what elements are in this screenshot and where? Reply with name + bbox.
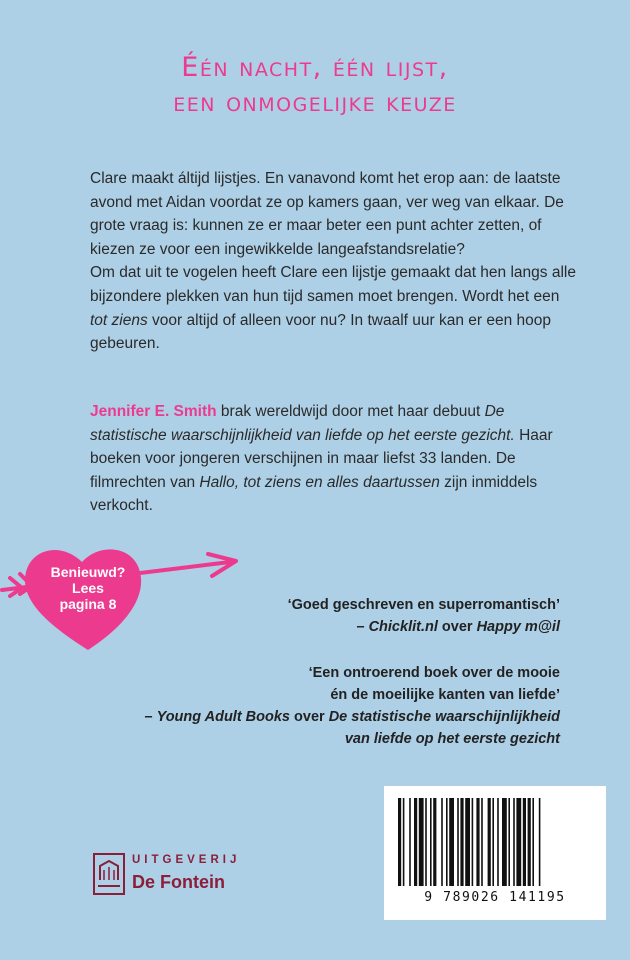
barcode-bar xyxy=(497,798,499,886)
blurb-paragraph-2 xyxy=(90,261,580,355)
blurb-text: voor altijd of alleen voor nu? In twaalf uur kan er een hoop gebeuren. xyxy=(90,311,551,353)
barcode-bar xyxy=(430,798,432,886)
blurb-text: Om dat uit te vogelen heeft Clare een lijstje gemaakt dat hen langs alle bijzondere plekken van hun tijd samen moet brengen. Wordt het een xyxy=(90,264,576,305)
review-quote-1 xyxy=(100,594,560,638)
barcode-bar xyxy=(523,798,526,886)
quote-book: De statistische waarschijnlijkheid xyxy=(328,709,560,725)
quote-source: Chicklit.nl xyxy=(368,619,438,635)
bio-text: Haar boeken voor jongeren verschijnen in maar liefst 33 landen. De filmrechten van xyxy=(90,426,553,491)
heart-text-line: Benieuwd? xyxy=(50,564,126,580)
tagline-line-2: een onmogelijke keuze xyxy=(173,87,457,118)
bio-text: zijn inmiddels verkocht. xyxy=(90,473,538,515)
barcode-bar xyxy=(465,798,470,886)
quote-book: Happy m@il xyxy=(476,619,560,635)
heart-text-line: pagina 8 xyxy=(59,596,117,612)
barcode-bar xyxy=(460,798,463,886)
barcode-bar xyxy=(409,798,411,886)
bio-text: brak wereldwijd door met haar debuut xyxy=(216,403,485,420)
quote-source: Young Adult Books xyxy=(156,709,291,725)
barcode-bar xyxy=(472,798,474,886)
barcode-bar xyxy=(488,798,491,886)
publisher-name: De Fontein xyxy=(132,872,225,892)
heart-badge xyxy=(0,528,260,658)
barcode-bar xyxy=(508,798,510,886)
barcode-bar xyxy=(502,798,507,886)
barcode-bar xyxy=(414,798,417,886)
author-name: Jennifer E. Smith xyxy=(90,403,217,420)
blurb-paragraph-1 xyxy=(90,167,580,261)
quote-attribution xyxy=(100,616,560,638)
barcode-bar xyxy=(425,798,427,886)
barcode-bar xyxy=(441,798,443,886)
barcode-bar xyxy=(476,798,479,886)
tagline xyxy=(150,50,480,120)
barcode-bar xyxy=(457,798,459,886)
heart-text-line: Lees xyxy=(72,580,104,596)
blurb xyxy=(90,167,580,356)
quote-dash: – xyxy=(356,619,369,635)
barcode-bar xyxy=(516,798,521,886)
barcode-bar xyxy=(446,798,448,886)
barcode-bar xyxy=(532,798,534,886)
barcode-bar xyxy=(449,798,454,886)
bio-paragraph xyxy=(90,400,580,518)
barcode-bar xyxy=(481,798,483,886)
blurb-text: ltijd lijstjes. En vanavond komt het erop aan: de laatste avond met Aidan voordat ze op kamers gaan, ver weg van elkaar. De grote vraag is: kunnen ze er maar beter een punt achter zetten, of kiezen ze voor een ingewikkelde langeafstandsrelatie? xyxy=(90,170,564,258)
author-bio xyxy=(90,400,580,518)
barcode-bar xyxy=(539,798,541,886)
quote-dash: – xyxy=(144,709,157,725)
blurb-text: Clare maakt xyxy=(90,170,178,187)
blurb-emphasis: tot ziens xyxy=(90,311,148,329)
book-title: De statistische waarschijnlijkheid van liefde op het eerste gezicht. xyxy=(90,403,515,444)
blurb-emphasis: á xyxy=(177,170,187,187)
quote-attribution xyxy=(60,706,560,728)
tagline-line-1: Één nacht, één lijst, xyxy=(181,52,449,83)
quote-book: van liefde op het eerste gezicht xyxy=(344,731,560,747)
barcode-bar xyxy=(398,798,401,886)
barcode-bar xyxy=(492,798,494,886)
barcode-bar xyxy=(419,798,424,886)
isbn-number: 9 789026 141195 xyxy=(424,890,566,905)
publisher-emblem-icon xyxy=(92,852,126,896)
barcode-bars xyxy=(396,798,594,888)
barcode-bar xyxy=(433,798,436,886)
quote-text: én de moeilijke kanten van liefde’ xyxy=(330,687,560,703)
book-title: Hallo, tot ziens en alles daartussen xyxy=(199,473,440,491)
quote-text: ‘Goed geschreven en superromantisch’ xyxy=(287,597,560,613)
barcode-bar xyxy=(513,798,515,886)
review-quote-2 xyxy=(60,662,560,750)
barcode-bar xyxy=(403,798,405,886)
publisher-logo xyxy=(92,852,292,902)
quote-over: over xyxy=(437,619,477,635)
quote-over: over xyxy=(290,709,329,725)
barcode-bar xyxy=(528,798,531,886)
barcode xyxy=(384,786,606,920)
quote-text: ‘Een ontroerend boek over de mooie xyxy=(308,665,560,681)
publisher-label: UITGEVERIJ xyxy=(132,854,241,866)
